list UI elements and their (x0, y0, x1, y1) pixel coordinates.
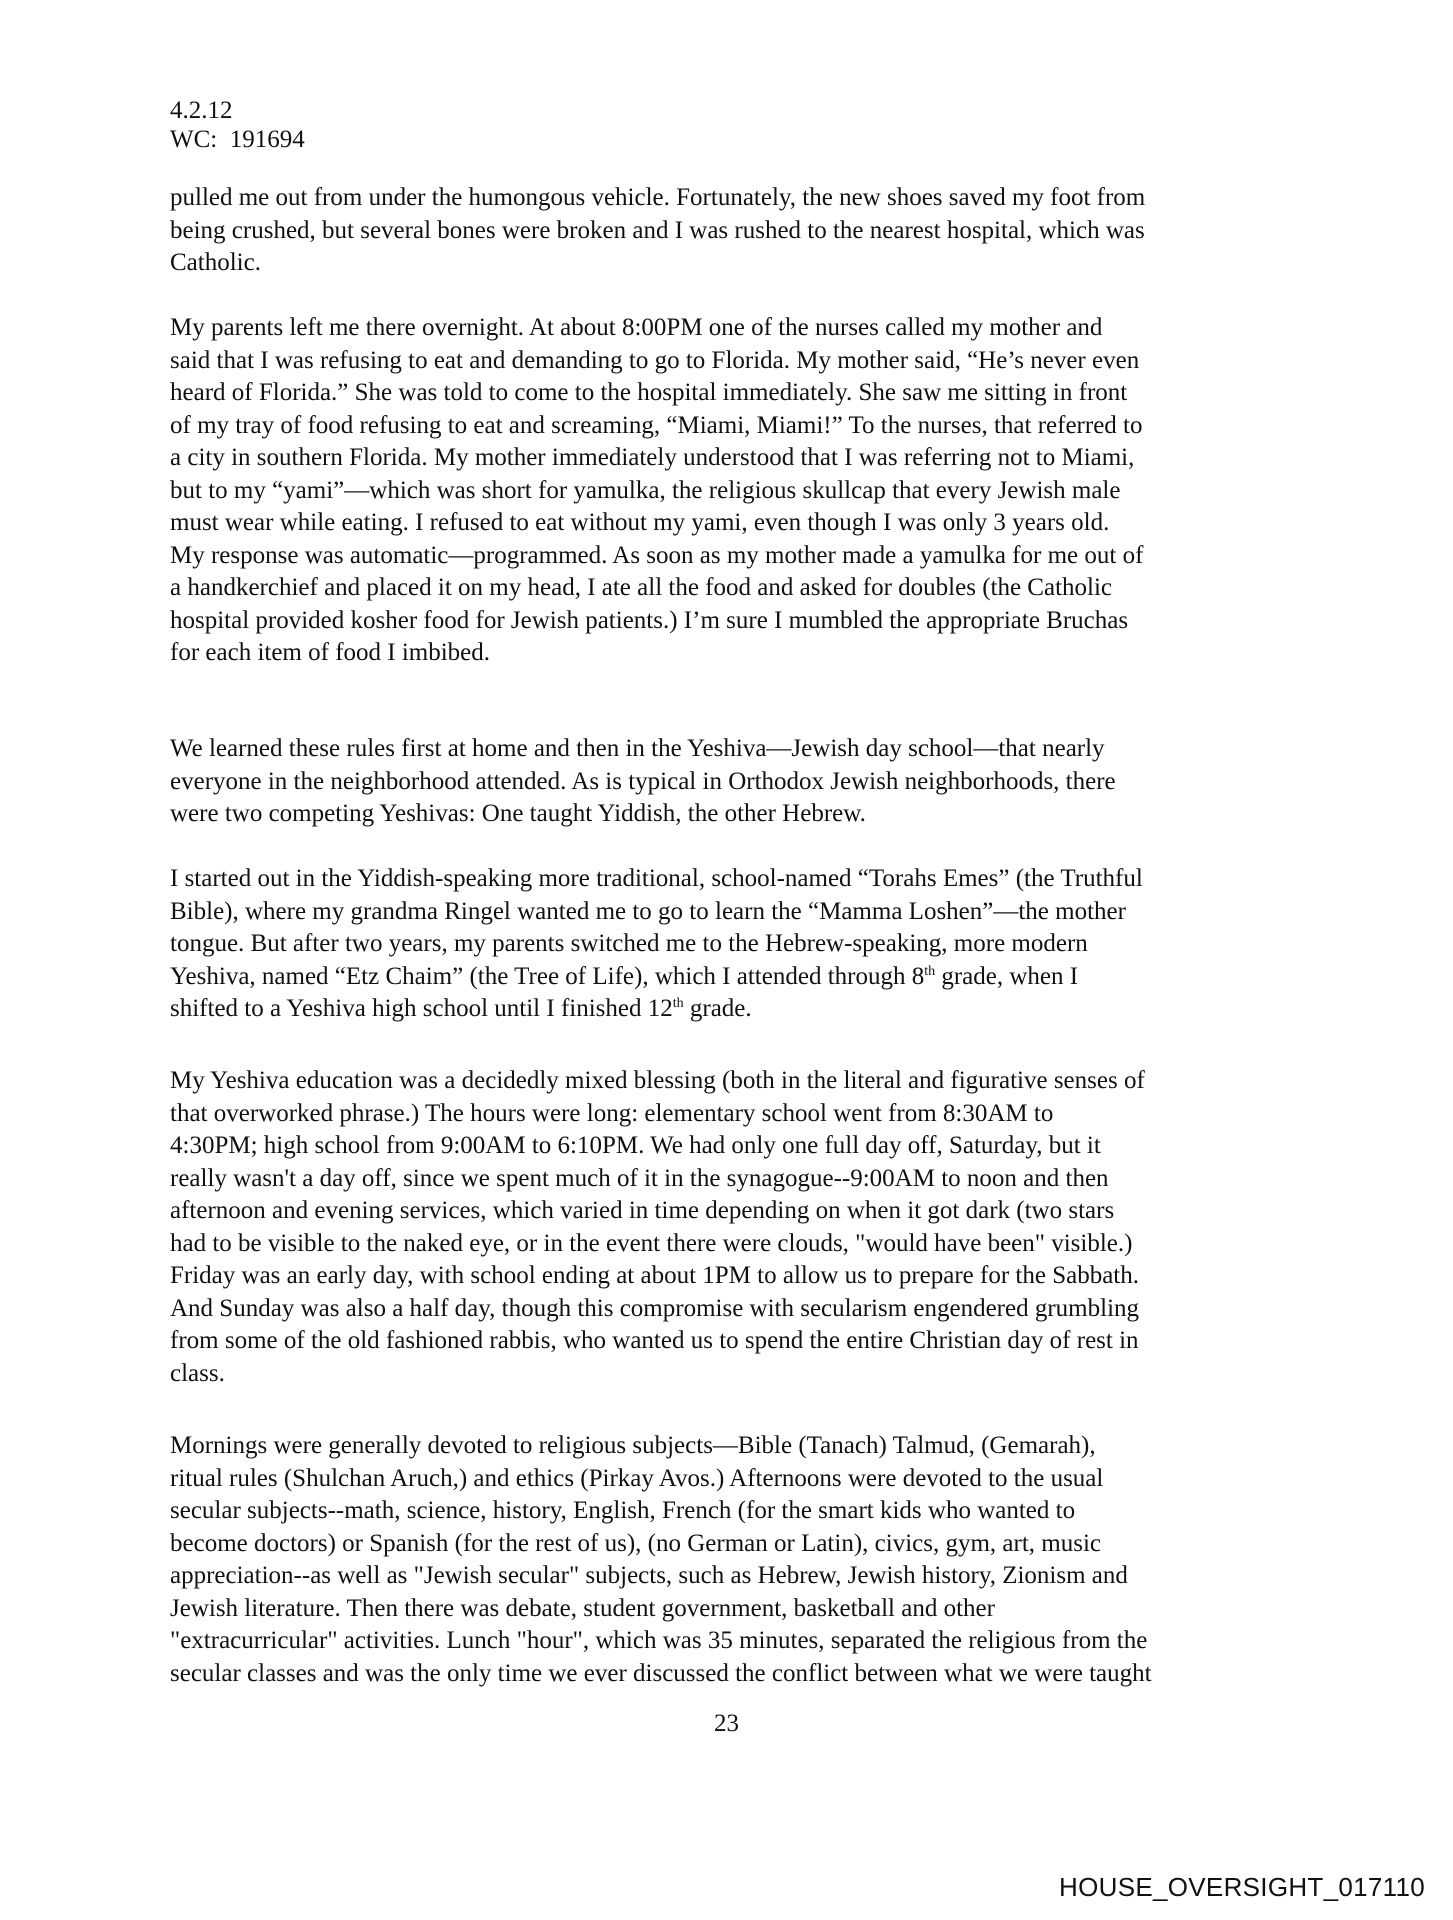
text-line: secular classes and was the only time we ever discussed the conflict between what we were taught (170, 1659, 1152, 1687)
word-count-label: WC: (170, 126, 218, 153)
text-line: My parents left me there overnight. At about 8:00PM one of the nurses called my mother and (170, 314, 1103, 341)
text-line: but to my “yami”—which was short for yamulka, the religious skullcap that every Jewish male (170, 476, 1121, 504)
text-line: become doctors) or Spanish (for the rest of us), (no German or Latin), civics, gym, art, music (170, 1529, 1101, 1557)
paragraph-curriculum (170, 1430, 1300, 1690)
text-segment: shifted to a Yeshiva high school until I finished 12 (170, 995, 673, 1022)
text-line: Bible), where my grandma Ringel wanted me to go to learn the “Mamma Loshen”—the mother (170, 897, 1126, 925)
date-stamp: 4.2.12 (170, 97, 233, 124)
text-line: really wasn't a day off, since we spent much of it in the synagogue--9:00AM to noon and then (170, 1164, 1109, 1192)
text-line: everyone in the neighborhood attended. As is typical in Orthodox Jewish neighborhoods, there (170, 767, 1116, 795)
text-line: Friday was an early day, with school ending at about 1PM to allow us to prepare for the Sabbath. (170, 1262, 1139, 1289)
text-line: had to be visible to the naked eye, or in the event there were clouds, "would have been" visible.) (170, 1229, 1133, 1257)
text-line: were two competing Yeshivas: One taught Yiddish, the other Hebrew. (170, 800, 866, 827)
text-line: "extracurricular" activities. Lunch "hour", which was 35 minutes, separated the religious from the (170, 1627, 1148, 1654)
text-segment: Yeshiva, named “Etz Chaim” (the Tree of Life), which I attended through 8 (170, 962, 925, 990)
text-line: for each item of food I imbibed. (170, 639, 491, 666)
paragraph-yami-story (170, 312, 1300, 670)
ordinal-suffix: th (672, 996, 684, 1011)
paragraph-hospital-accident (170, 182, 1300, 280)
text-line: Jewish literature. Then there was debate, student government, basketball and other (170, 1594, 995, 1622)
document-header (170, 96, 305, 154)
text-line: My Yeshiva education was a decidedly mixed blessing (both in the literal and figurative senses of (170, 1067, 1145, 1094)
text-line: ritual rules (Shulchan Aruch,) and ethics (Pirkay Avos.) Afternoons were devoted to the usual (170, 1464, 1104, 1492)
text-line: a handkerchief and placed it on my head, I ate all the food and asked for doubles (the Catholic (170, 574, 1113, 601)
word-count-value: 191694 (229, 126, 305, 153)
text-line: from some of the old fashioned rabbis, who wanted us to spend the entire Christian day of rest in (170, 1327, 1139, 1354)
text-line: a city in southern Florida. My mother immediately understood that I was referring not to Miami, (170, 444, 1135, 471)
bates-number: HOUSE_OVERSIGHT_017110 (1059, 1872, 1425, 1902)
text-line: must wear while eating. I refused to eat without my yami, even though I was only 3 years old. (170, 509, 1110, 536)
text-line: We learned these rules first at home and then in the Yeshiva—Jewish day school—that nearly (170, 735, 1105, 762)
text-line: 4:30PM; high school from 9:00AM to 6:10PM. We had only one full day off, Saturday, but it (170, 1132, 1101, 1159)
text-line: pulled me out from under the humongous vehicle. Fortunately, the new shoes saved my foot from (170, 184, 1146, 211)
text-line: And Sunday was also a half day, though this compromise with secularism engendered grumbling (170, 1294, 1140, 1322)
text-line: that overworked phrase.) The hours were long: elementary school went from 8:30AM to (170, 1099, 1054, 1127)
text-line: My response was automatic—programmed. As soon as my mother made a yamulka for me out of (170, 541, 1144, 569)
word-count (170, 125, 305, 154)
text-line (170, 993, 1300, 1026)
text-line: I started out in the Yiddish-speaking more traditional, school-named “Torahs Emes” (the Truthful (170, 865, 1143, 892)
text-line: secular subjects--math, science, history, English, French (for the smart kids who wanted to (170, 1497, 1076, 1524)
text-line: Mornings were generally devoted to religious subjects—Bible (Tanach) Talmud, (Gemarah), (170, 1432, 1096, 1459)
paragraph-yeshiva-rules (170, 733, 1300, 831)
text-line: tongue. But after two years, my parents switched me to the Hebrew-speaking, more modern (170, 930, 1088, 957)
text-line: class. (170, 1359, 225, 1387)
text-line: appreciation--as well as "Jewish secular" subjects, such as Hebrew, Jewish history, Zionism and (170, 1562, 1128, 1589)
text-segment: grade. (683, 995, 752, 1022)
text-line (170, 961, 1300, 994)
paragraph-school-history (170, 863, 1300, 1026)
text-line: Catholic. (170, 249, 261, 276)
text-line: hospital provided kosher food for Jewish patients.) I’m sure I mumbled the appropriate Bruchas (170, 606, 1129, 634)
text-line: heard of Florida.” She was told to come to the hospital immediately. She saw me sitting in front (170, 379, 1128, 406)
page-number: 23 (714, 1710, 739, 1737)
text-segment: grade, when I (935, 962, 1079, 990)
ordinal-suffix: th (924, 963, 936, 979)
text-line: of my tray of food refusing to eat and screaming, “Miami, Miami!” To the nurses, that referred to (170, 411, 1143, 439)
paragraph-yeshiva-education (170, 1065, 1300, 1390)
text-line: said that I was refusing to eat and demanding to go to Florida. My mother said, “He’s never even (170, 346, 1140, 374)
text-line: afternoon and evening services, which varied in time depending on when it got dark (two stars (170, 1197, 1115, 1224)
text-line: being crushed, but several bones were broken and I was rushed to the nearest hospital, which was (170, 216, 1145, 244)
